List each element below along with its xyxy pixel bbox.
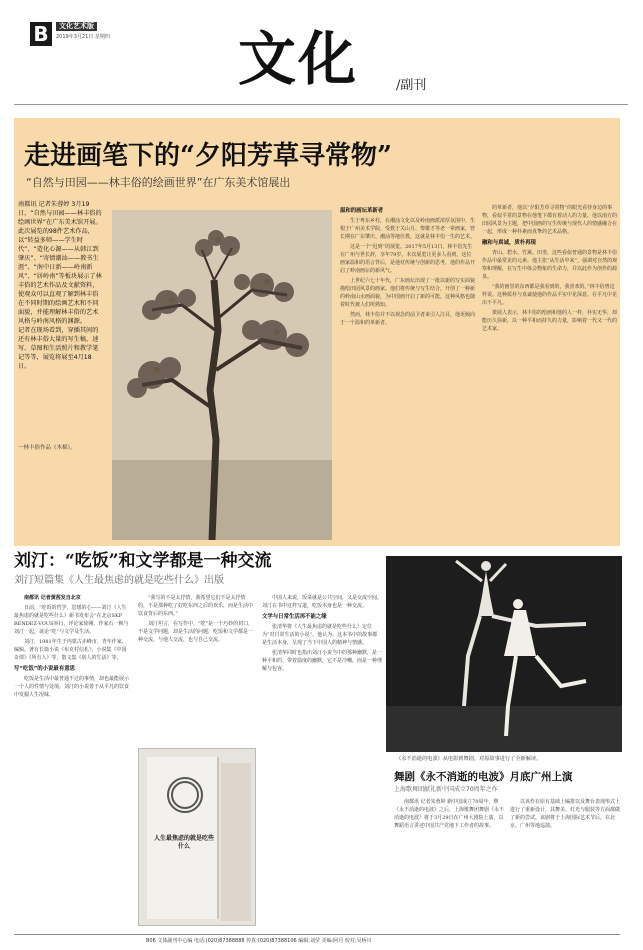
book-title: 人生最焦虑的就是吃些什么	[153, 835, 214, 850]
feature-subheadline: “自然与田园——林丰俗的绘画世界”在广东美术馆展出	[26, 176, 291, 189]
section-label: 文化艺术版	[56, 22, 97, 31]
section-heading: 温和的画坛革新者	[340, 208, 384, 214]
paragraph: 张清华将《人生最焦虑的就是吃些什么》定位为“对日常生活的小说”。他认为，这本书中的故事都是生活本身，呈现了当下中国人的精神与情感。	[262, 624, 378, 646]
masthead	[0, 0, 643, 120]
paragraph: 策展人表示，林丰俗的绘画和他的人一样，朴实无华，却能历久弥新，以一种平和而持久的力量，影响着一代又一代的艺术家。	[482, 310, 618, 332]
paragraph: 生于粤东乡村，在潮汕文化以及岭南画派浓厚氛围中，生根于广州美术学院，受教于关山月、黎雄才等老一辈画家，曾长期在广东肇庆、潮汕等地任教，这就是林丰俗一生的艺术。	[340, 218, 476, 240]
liu-headline: 刘汀：“吃饭”和文学都是一种交流	[14, 551, 272, 571]
section-letter: B	[30, 22, 52, 46]
liu-subheadline: 刘汀短篇集《人生最焦虑的就是吃些什么》出版	[14, 575, 224, 586]
feature-column-2	[482, 204, 618, 335]
paragraph: 日前，“吃饭的哲学，思想的心——刘汀《人生最焦虑的就是吃些什么》新书发布会”在北京SKP RENDEZ-VOUS举行，评论家徐刚、作家石一枫与刘汀一起，谈论“吃”与文学及生活。	[14, 605, 129, 635]
ballet-column-2	[510, 798, 622, 830]
paragraph: “我写的不是太抒情，我希望它们不是太抒情的，不是那种吃了好吃东西之后的欢乐，而是生活中饮食背后的东西。”	[138, 595, 254, 617]
paragraph: 以该作在原有基础上编排以及舞台表现形式上进行了重新设计，其舞美、灯光与服装等方面都做了新的尝试。该剧将于上海国际艺术节后，在北京、广州等地巡演。	[510, 799, 621, 829]
book-cover-image	[138, 748, 256, 926]
section-heading: 写“吃饭”的小说最有意思	[14, 666, 75, 672]
feature-article	[14, 118, 620, 546]
feature-column-1	[340, 204, 476, 329]
book-front-cover	[147, 757, 219, 919]
paragraph: 张清华同时也指出刘汀小说当中的那种幽默，是一种平和的、带着温度的幽默，它不是冷嘲，而是一种理解与包容。	[262, 650, 383, 672]
book-back-cover	[221, 763, 251, 921]
ballet-photo	[386, 556, 622, 752]
paragraph: 然而，林丰俗并不以观念的前卫者来引人注目，他更倾向于一个温和的革新者。	[340, 312, 476, 326]
issue-date: 2019年3月21日 星期四	[56, 34, 110, 40]
page-title: 文化	[238, 25, 359, 93]
liu-column-3	[262, 594, 382, 675]
section-heading: 融和与真诚，质朴再现	[482, 240, 536, 246]
liu-column-2	[138, 594, 254, 646]
section-heading: 文学与日常生活再不能之缘	[262, 614, 327, 620]
paragraph: 这是一个“迟到”的展览。2017年5月13日，林丰俗先生在广州与世长辞，享年79岁。本次展览让更多人看到，这位画家温和的语言背后，是他对传统与创新的思考，他的作品开启了岭南画坛的新风气。	[340, 244, 476, 274]
masthead-rule	[14, 104, 628, 105]
liu-column-1	[14, 594, 130, 701]
page-subtitle: /副刊	[396, 78, 427, 93]
feature-photo-caption: 一林丰俗作品《木棉》。	[18, 445, 76, 451]
ballet-subheadline: 上海歌舞团献礼新中国成立70周年之作	[394, 786, 498, 793]
kapok-painting-image	[112, 210, 332, 540]
paragraph: 刘汀坦言，在写作中，“吃”是一个巧妙的切口，不是文学问题，却是生活的问题，吃饭和文学都是一种交流，与他人交流，也与自己交流。	[138, 621, 254, 643]
feature-headline: 走进画笔下的“夕阳芳草寻常物”	[24, 141, 392, 171]
liu-ting-article	[14, 550, 384, 930]
paragraph: 上世纪六七十年代，广东画坛出现了一批以新的写实面貌描绘田园风景的画家。他们将传统与写生结合，开创了一种新的岭南山水画面貌，为中国画开启了新的可能，这种风格也随着时代被人们所熟知。	[340, 278, 476, 308]
paragraph: 刘汀，1981年生于内蒙古赤峰市，青年作家、编辑，著有长篇小说《布克村信札》，小说集《中国奇谭》《所有人》等，散文集《别人的生活》等。	[14, 639, 127, 661]
ballet-dancers-illustration	[386, 556, 622, 752]
paragraph: 中国人来说，饭菜就是公共空间，又是交流空间。刘汀在书中这样写道，吃饭本身也是一种交流。	[262, 595, 383, 609]
painting-illustration	[112, 210, 332, 540]
paragraph: 的革新者，他以“夕阳芳草寻常物”的眼光看待身边的事物，看似平常的景物在他笔下都有着动人的力量。他以南方的田园风景为主题，把中国画的写生传统与现代人的情感融合在一起，形成一种朴素而真挚的艺术品格。	[482, 205, 618, 235]
paragraph: “我的画里的东西都是我看到的，我喜欢的。”林丰俗曾这样说。这种质朴与真诚使他的作品平实中见深意，在平凡中见出不平凡。	[482, 284, 618, 306]
ballet-headline: 舞剧《永不消逝的电波》月底广州上演	[394, 771, 573, 783]
paragraph: 南都讯 记者朱蓉婷 新中国成立70周年，继《永不消逝的电波》之后，上海歌舞团舞剧《永不消逝的电波》将于3月29日在广州大剧院上演，以舞蹈语言讲述中国共产党地下工作者的故事。	[394, 799, 505, 829]
paragraph: 吃饭是生活中最普通不过的事情，却也最能展示一个人的性情与处境。刘汀的小说善于从平凡的饮食中发掘人生况味。	[14, 676, 130, 698]
concentric-circle-graphic	[167, 777, 203, 813]
feature-lede: 南都讯 记者朱蓉婷 3月19日，“自然与田园——林丰俗的绘画世界”在广东美术馆开展。 此次展览的98件艺术作品，以“转益多师——学生时代”、“造化心源——从韩江到肇庆”、“寄情潮汕——教书生涯”、“南中日新——岭南新风”、“居岭南”等板块展示了林丰俗的艺术作品及文献资料，使观众可以直观了解到林丰俗在不同时期的绘画艺术和不同面貌，并能理解林丰俗的艺术风格与岭南风格的渊源。 记者在现场看到，穿插其间的还有林丰俗大量的写生稿、速写、草图和生活照片和教学笔记等等，展览将展至4月18日。	[18, 201, 102, 370]
page-footer: B06 文体副刊中心编 电话:(020)87388888 传真:(020)87388106 编辑:刘莹 美编:阿丹 校对:吴桥川	[14, 934, 620, 946]
paragraph: 青山、碧水、竹篱、田垄，这些看似普通的景物是林丰俗作品中最常见的元素。他主张“从生活中来”，强调对自然的观察和理解，在写生中体会物象的生命力，并以此作为创作的源泉。	[482, 250, 618, 280]
byline: 南都讯 记者黄茜发自北京	[24, 595, 81, 601]
ballet-column-1	[394, 798, 506, 830]
ballet-photo-caption: 《永不消逝的电波》从电影到舞剧，对原故事进行了全新解读。	[396, 756, 542, 762]
